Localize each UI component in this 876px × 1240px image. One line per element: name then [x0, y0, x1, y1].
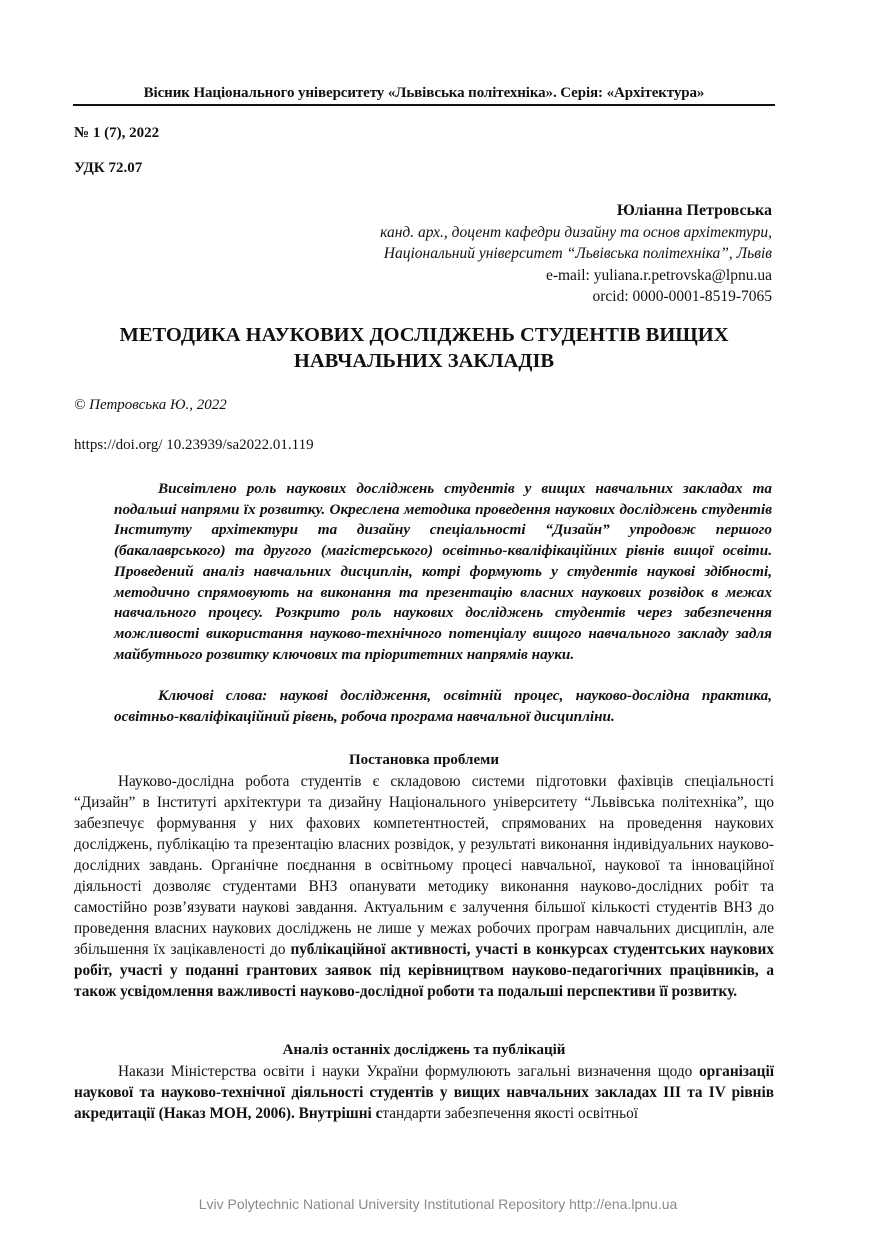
section-paragraph-analysis	[74, 1061, 774, 1124]
paragraph-text-heavy: організації наукової та науково-технічної діяльності студентів у вищих навчальних закладах ІІІ та IV рівнів акредитації (Наказ МОН, 2006). Внутрішні с	[74, 1063, 774, 1122]
udc-code: УДК 72.07	[74, 160, 143, 176]
article-title	[74, 322, 774, 374]
author-email[interactable]: e-mail: yuliana.r.petrovska@lpnu.ua	[545, 266, 772, 284]
article-title-line-2: НАВЧАЛЬНИХ ЗАКЛАДІВ	[293, 350, 555, 372]
article-title-line-1: МЕТОДИКА НАУКОВИХ ДОСЛІДЖЕНЬ СТУДЕНТІВ ВИЩИХ	[119, 324, 729, 346]
author-position: канд. арх., доцент кафедри дизайну та основ архітектури,	[380, 223, 772, 241]
doi-link[interactable]: https://doi.org/ 10.23939/sa2022.01.119	[74, 437, 314, 453]
section-paragraph-problem	[74, 771, 774, 1002]
issue-number: № 1 (7), 2022	[74, 125, 160, 141]
section-heading-problem: Постановка проблеми	[349, 752, 499, 768]
repository-footer: Lviv Polytechnic National University Institutional Repository http://ena.lpnu.ua	[198, 1196, 678, 1212]
paragraph-text: Накази Міністерства освіти і науки України формулюють загальні визначення щодо	[118, 1063, 700, 1080]
header-divider	[73, 104, 775, 106]
author-name: Юліанна Петровська	[616, 202, 772, 219]
section-heading-analysis: Аналіз останніх досліджень та публікацій	[282, 1042, 566, 1058]
author-affiliation: Національний університет “Львівська політехніка”, Львів	[383, 245, 772, 262]
journal-running-head: Вісник Національного університету «Львівська політехніка». Серія: «Архітектура»	[143, 85, 705, 101]
author-orcid[interactable]: orcid: 0000-0001-8519-7065	[592, 288, 772, 305]
paragraph-text: Науково-дослідна робота студентів є складовою системи підготовки фахівців спеціальності “Дизайн” в Інституті архітектури та дизайну Національного університету “Львівська політехніка”, що забезпечує формування у них фахових компетентностей, спрямованих на проведення наукових досліджень, публікацію та презентацію власних розвідок, у результаті виконання індивідуальних науково-дослідних завдань. Органічне поєднання в освітньому процесі навчальної, наукової та інноваційної діяльності дозволяє студентами ВНЗ опанувати методику виконання науково-дослідних робіт та самостійно розв’язувати наукові завдання. Актуальним є залучення більшої кількості студентів ВНЗ до проведення власних наукових досліджень не лише у межах робочих програм навчальних дисциплін, але збільшення їх зацікавленості до	[74, 773, 774, 958]
abstract: Висвітлено роль наукових досліджень студентів у вищих навчальних закладах та подальші напрями їх розвитку. Окреслена методика проведення наукових досліджень студентів Інституту архітектури та дизайну спеціальності “Дизайн” упродовж першого (бакалаврського) та другого (магістерського) освітньо-кваліфікаційних рівнів вищої освіти. Проведений аналіз навчальних дисциплін, котрі формують у студентів наукові здібності, методично спрямовують на виконання та презентацію власних наукових розвідок в межах навчального процесу. Розкрито роль наукових досліджень студентів через забезпечення можливості використання науково-технічного потенціалу вищого навчального закладу задля майбутнього розвитку ключових та пріоритетних напрямів науки.	[114, 480, 772, 663]
paragraph-text-tail: тандарти забезпечення якості освітньої	[382, 1105, 638, 1122]
paragraph-text-heavy: публікаційної активності, участі в конкурсах студентських наукових робіт, участі у поданні грантових заявок під керівництвом науково-педагогічних працівників, а також усвідомлення важливості науково-дослідної роботи та подальші перспективи її розвитку.	[74, 941, 774, 1000]
keywords: Ключові слова: наукові дослідження, освітній процес, науково-дослідна практика, освітньо-кваліфікаційний рівень, робоча програма навчальної дисципліни.	[114, 687, 772, 725]
author-block	[380, 200, 772, 308]
copyright-notice: © Петровська Ю., 2022	[74, 397, 227, 413]
